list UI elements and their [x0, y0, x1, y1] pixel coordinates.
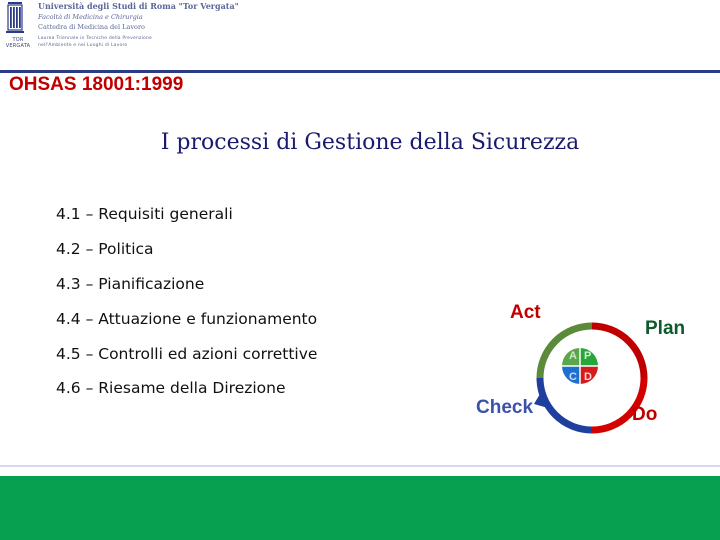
process-item-4-1: 4.1 – Requisiti generali — [56, 205, 233, 223]
quadrant-label-p: P — [584, 350, 592, 362]
plan-label: Plan — [645, 318, 686, 339]
department-name: Cattedra di Medicina del Lavoro — [38, 23, 145, 31]
university-header — [38, 1, 239, 50]
faculty-name: Facoltà di Medicina e Chirurgia — [38, 13, 143, 21]
do-label: Do — [632, 404, 658, 425]
check-arc — [540, 378, 592, 430]
check-label: Check — [476, 397, 534, 418]
footer-band — [0, 476, 720, 540]
plan-arc — [592, 326, 644, 378]
process-item-4-2: 4.2 – Politica — [56, 240, 154, 258]
university-name: Università degli Studi di Roma "Tor Vergata" — [38, 1, 239, 11]
process-item-4-5: 4.5 – Controlli ed azioni correttive — [56, 345, 318, 363]
course-line-1: Laurea Triennale in Tecniche della Prevenzione — [38, 36, 153, 41]
process-item-4-4: 4.4 – Attuazione e funzionamento — [56, 310, 318, 328]
logo-caption: TOR VERGATA — [5, 37, 31, 49]
process-item-4-6: 4.6 – Riesame della Direzione — [56, 379, 286, 397]
quadrant-label-c: C — [569, 371, 577, 383]
act-label: Act — [510, 302, 541, 323]
slide-title: I processi di Gestione della Sicurezza — [160, 130, 580, 155]
process-item-4-3: 4.3 – Pianificazione — [56, 275, 205, 293]
standard-title: OHSAS 18001:1999 — [9, 74, 184, 95]
quadrant-label-a: A — [569, 350, 577, 362]
pdca-cycle-diagram — [470, 296, 710, 430]
header-divider — [0, 70, 720, 73]
footer-divider — [0, 465, 720, 467]
pdca-wheel — [562, 348, 598, 384]
quadrant-label-d: D — [584, 371, 592, 383]
header — [0, 0, 720, 70]
course-line-2: nell'Ambiente e nei Luoghi di Lavoro — [38, 43, 128, 48]
